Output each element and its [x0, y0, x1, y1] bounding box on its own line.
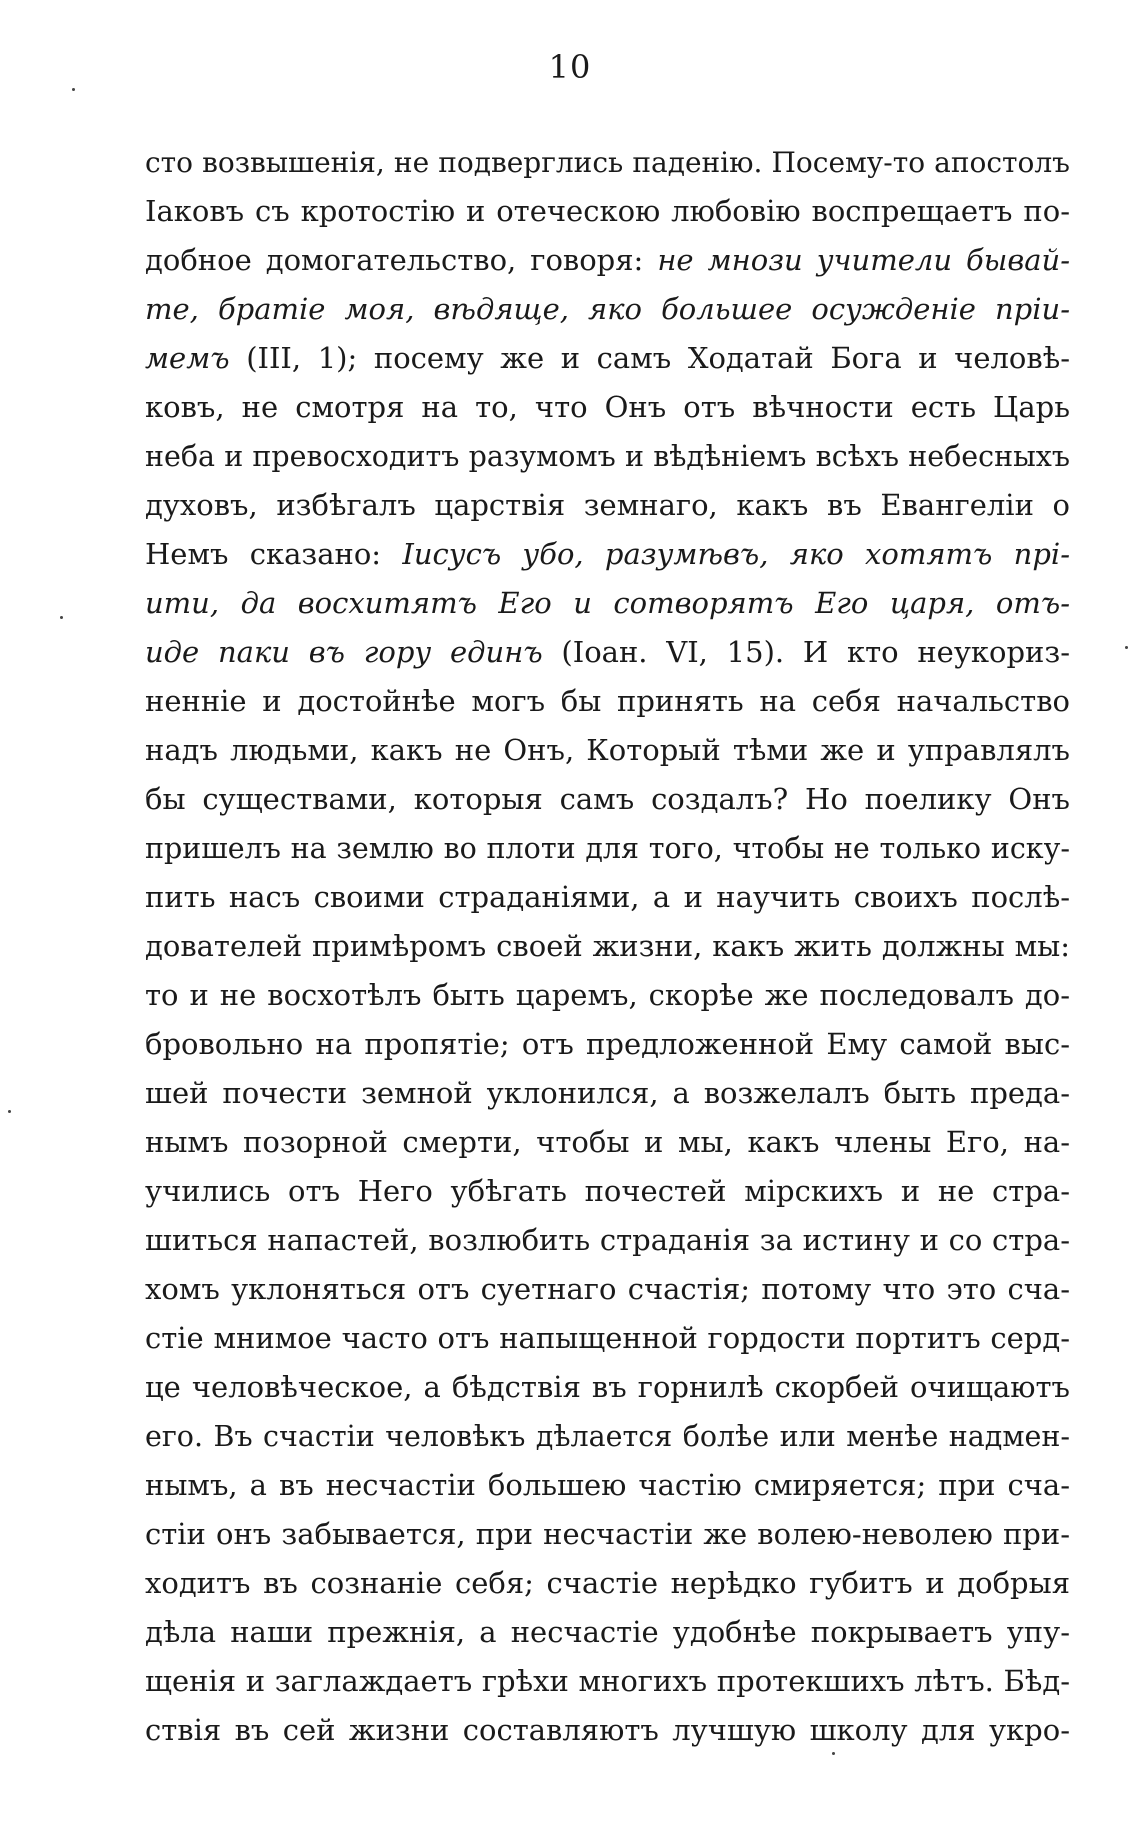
- text-line: [145, 1020, 1070, 1069]
- text-segment: дѣла наши прежнія, а несчастіе удобнѣе покрываетъ упу-: [145, 1615, 1070, 1649]
- text-segment: бровольно на пропятіе; отъ предложенной Ему самой выс-: [145, 1027, 1070, 1061]
- print-speck: [72, 88, 75, 91]
- text-segment: ковъ, не смотря на то, что Онъ отъ вѣчности есть Царь: [145, 390, 1070, 424]
- italic-quote-segment: не мнози учители бывай-: [657, 243, 1070, 277]
- text-line: [145, 579, 1070, 628]
- text-line: [145, 1412, 1070, 1461]
- text-segment: ходитъ въ сознаніе себя; счастіе нерѣдко губитъ и добрыя: [145, 1566, 1070, 1600]
- text-segment: шей почести земной уклонился, а возжелалъ быть преда-: [145, 1076, 1070, 1110]
- text-line: [145, 530, 1070, 579]
- text-line: [145, 873, 1070, 922]
- text-line: [145, 1657, 1070, 1706]
- text-segment: (Іоан. VI, 15). И кто неукориз-: [542, 635, 1070, 669]
- text-segment: добное домогательство, говоря:: [145, 243, 658, 277]
- text-line: [145, 1118, 1070, 1167]
- text-line: [145, 775, 1070, 824]
- text-line: [145, 824, 1070, 873]
- text-segment: сто возвышенія, не подверглись паденію. Посему-то апостолъ: [145, 146, 1070, 179]
- italic-quote-segment: Іисусъ убо, разумѣвъ, яко хотятъ прі-: [402, 537, 1070, 571]
- text-segment: Іаковъ съ кротостію и отеческою любовію воспрещаетъ по-: [145, 194, 1070, 228]
- text-segment: нымъ позорной смерти, чтобы и мы, какъ члены Его, на-: [145, 1125, 1070, 1159]
- text-segment: то и не восхотѣлъ быть царемъ, скорѣе же последовалъ до-: [145, 978, 1070, 1012]
- text-segment: стіе мнимое часто отъ напыщенной гордости портитъ серд-: [145, 1321, 1070, 1355]
- text-segment: хомъ уклоняться отъ суетнаго счастія; потому что это сча-: [145, 1272, 1070, 1306]
- text-line: [145, 922, 1070, 971]
- text-segment: стіи онъ забывается, при несчастіи же волею-неволею при-: [145, 1517, 1070, 1551]
- italic-quote-segment: ити, да восхитятъ Его и сотворятъ Его царя, отъ-: [145, 586, 1070, 620]
- text-line: [145, 138, 1070, 187]
- text-line: [145, 1461, 1070, 1510]
- text-segment: це человѣческое, а бѣдствія въ горнилѣ скорбей очищаютъ: [145, 1370, 1070, 1404]
- text-segment: надъ людьми, какъ не Онъ, Который тѣми же и управлялъ: [145, 733, 1070, 767]
- print-speck: [60, 616, 63, 619]
- text-segment: пришелъ на землю во плоти для того, чтобы не только иску-: [145, 832, 1070, 865]
- body-text: [145, 138, 1070, 1755]
- text-line: [145, 187, 1070, 236]
- text-line: [145, 1314, 1070, 1363]
- page-number: 10: [548, 48, 592, 86]
- text-segment: шиться напастей, возлюбить страданія за истину и со стра-: [145, 1223, 1070, 1257]
- text-segment: его. Въ счастіи человѣкъ дѣлается болѣе или менѣе надмен-: [145, 1420, 1070, 1453]
- print-speck: [8, 1110, 11, 1113]
- text-line: [145, 1069, 1070, 1118]
- print-speck: [1125, 646, 1128, 649]
- text-line: [145, 1363, 1070, 1412]
- text-segment: ненніе и достойнѣе могъ бы принять на себя начальство: [145, 684, 1070, 718]
- text-line: [145, 285, 1070, 334]
- text-line: [145, 677, 1070, 726]
- text-segment: пить насъ своими страданіями, а и научить своихъ послѣ-: [145, 880, 1070, 914]
- text-line: [145, 1216, 1070, 1265]
- text-segment: (III, 1); посему же и самъ Ходатай Бога и человѣ-: [229, 341, 1070, 375]
- text-segment: дователей примѣромъ своей жизни, какъ жить должны мы:: [145, 929, 1070, 963]
- text-line: [145, 334, 1070, 383]
- text-line: [145, 628, 1070, 677]
- text-segment: бы существами, которыя самъ создалъ? Но поелику Онъ: [145, 782, 1070, 816]
- text-segment: нымъ, а въ несчастіи большею частію смиряется; при сча-: [145, 1468, 1070, 1502]
- text-line: [145, 1608, 1070, 1657]
- text-line: [145, 1706, 1070, 1755]
- italic-quote-segment: иде паки въ гору единъ: [145, 635, 543, 669]
- text-segment: учились отъ Него убѣгать почестей мірскихъ и не стра-: [145, 1174, 1070, 1208]
- text-segment: ствія въ сей жизни составляютъ лучшую школу для укро-: [145, 1713, 1070, 1747]
- text-line: [145, 1167, 1070, 1216]
- text-line: [145, 971, 1070, 1020]
- text-line: [145, 726, 1070, 775]
- italic-quote-segment: мемъ: [145, 341, 230, 375]
- print-speck: [832, 1752, 835, 1755]
- text-line: [145, 383, 1070, 432]
- text-segment: Немъ сказано:: [145, 537, 403, 571]
- text-line: [145, 236, 1070, 285]
- text-segment: неба и превосходитъ разумомъ и вѣдѣніемъ всѣхъ небесныхъ: [145, 440, 1070, 473]
- text-line: [145, 432, 1070, 481]
- text-line: [145, 481, 1070, 530]
- text-line: [145, 1510, 1070, 1559]
- italic-quote-segment: те, братіе моя, вѣдяще, яко большее осужденіе пріи-: [145, 292, 1070, 326]
- text-line: [145, 1265, 1070, 1314]
- text-line: [145, 1559, 1070, 1608]
- text-segment: духовъ, избѣгалъ царствія земнаго, какъ въ Евангеліи о: [145, 488, 1070, 522]
- text-segment: щенія и заглаждаетъ грѣхи многихъ протекшихъ лѣтъ. Бѣд-: [145, 1664, 1070, 1698]
